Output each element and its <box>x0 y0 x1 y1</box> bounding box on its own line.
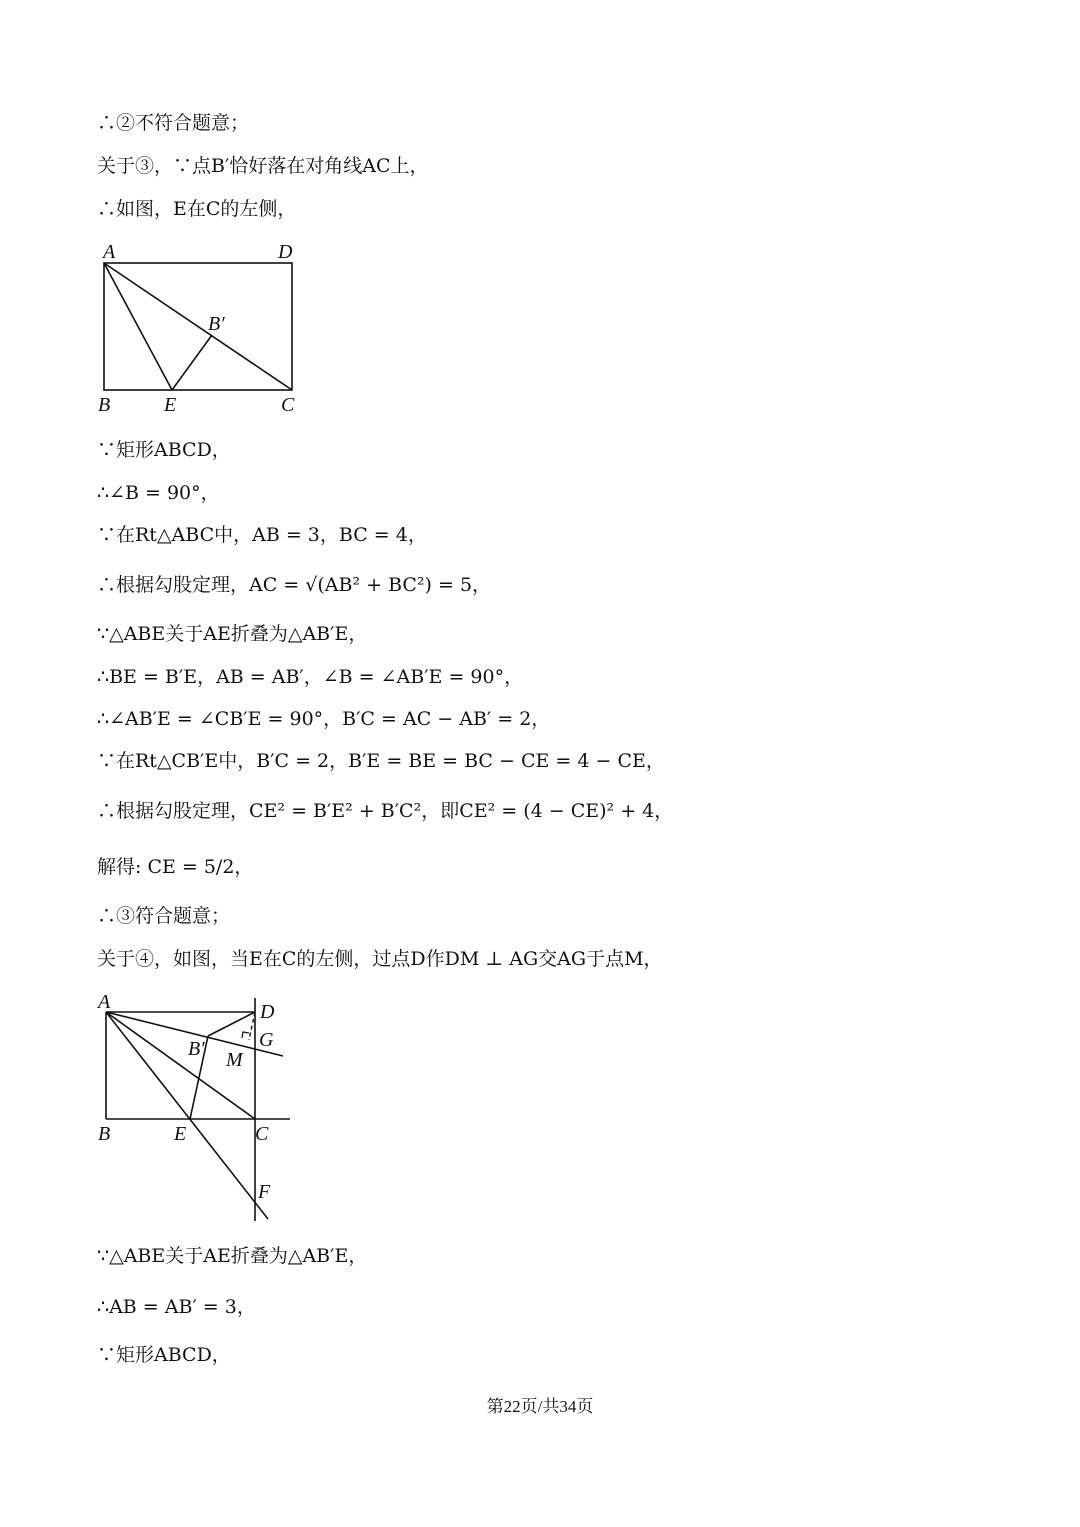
diagonal-ac <box>104 263 292 390</box>
text-line: 关于③，∵点B′恰好落在对角线AC上， <box>97 155 429 177</box>
page-footer: 第22页/共34页 <box>486 1397 594 1416</box>
text-line: ∵△ABE关于AE折叠为△AB′E， <box>97 623 368 645</box>
text-line: 解得: CE = 5/2， <box>97 856 254 878</box>
label-a: A <box>98 991 111 1013</box>
segment-dm <box>249 1012 255 1040</box>
label-c: C <box>255 1123 269 1145</box>
label-g: G <box>259 1029 274 1051</box>
label-b: B <box>98 394 111 416</box>
geometry-figure-2 <box>90 988 310 1228</box>
label-d: D <box>278 241 293 263</box>
text-line: ∴BE = B′E，AB = AB′，∠B = ∠AB′E = 90°， <box>97 666 524 688</box>
right-angle-mark <box>242 1032 249 1038</box>
text-line: ∴③符合题意； <box>97 905 231 927</box>
text-line: ∴如图，E在C的左侧， <box>97 198 297 220</box>
label-c: C <box>281 394 295 416</box>
text-line: ∴②不符合题意； <box>97 112 250 134</box>
text-line: ∵在Rt△CB′E中，B′C = 2，B′E = BE = BC − CE = 4 − CE， <box>97 750 665 772</box>
segment-eb-prime <box>172 335 212 390</box>
geometry-figure-1 <box>90 235 320 420</box>
label-b-prime: B′ <box>188 1038 205 1060</box>
text-line: ∴根据勾股定理，AC = √(AB² + BC²) = 5， <box>97 574 492 596</box>
label-d: D <box>260 1001 275 1023</box>
text-line: ∴AB = AB′ = 3， <box>97 1296 256 1318</box>
label-b: B <box>98 1123 111 1145</box>
text-line: ∵在Rt△ABC中，AB = 3，BC = 4， <box>97 524 427 546</box>
label-b-prime: B′ <box>208 313 225 335</box>
text-line: ∵△ABE关于AE折叠为△AB′E， <box>97 1245 368 1267</box>
label-e: E <box>174 1123 187 1145</box>
text-line: ∵矩形ABCD， <box>97 1344 231 1366</box>
line-af <box>106 1012 268 1219</box>
label-e: E <box>164 394 177 416</box>
text-line: ∴∠B = 90°， <box>97 482 220 504</box>
label-f: F <box>258 1181 271 1203</box>
label-m: M <box>226 1049 243 1071</box>
text-line: ∴根据勾股定理，CE² = B′E² + B′C²，即CE² = (4 − CE)² + 4， <box>97 800 674 822</box>
text-line: ∴∠AB′E = ∠CB′E = 90°，B′C = AC − AB′ = 2， <box>97 708 551 730</box>
label-a: A <box>103 241 116 263</box>
text-line: ∵矩形ABCD， <box>97 439 231 461</box>
segment-ae <box>104 263 172 390</box>
text-line: 关于④，如图，当E在C的左侧，过点D作DM ⊥ AG交AG于点M， <box>97 948 663 970</box>
